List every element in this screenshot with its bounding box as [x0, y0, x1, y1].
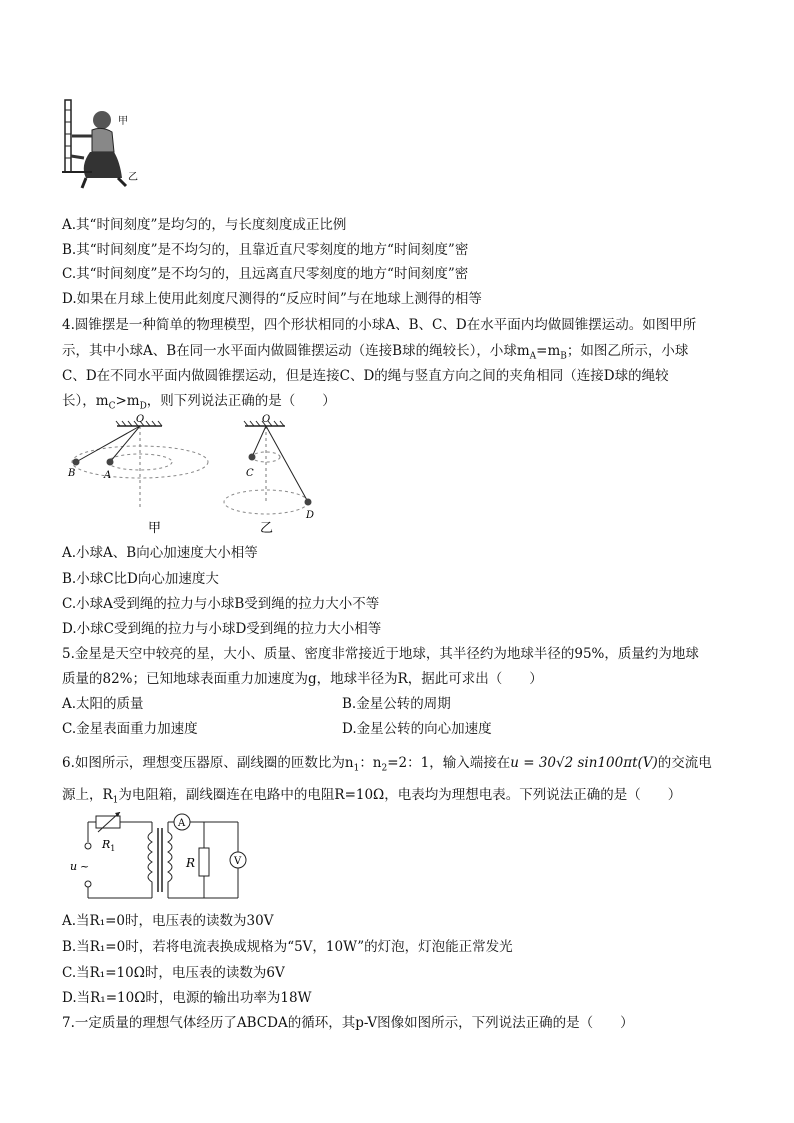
q6-formula: u = 30√2 sin100πt(V) — [510, 755, 658, 771]
q4-stem-line1: 4.圆锥摆是一种简单的物理模型，四个形状相同的小球A、B、C、D在水平面内均做圆锥摆运动。如图甲所 — [62, 317, 697, 333]
q5-option-c: C.金星表面重力加速度 — [62, 721, 198, 737]
transformer-circuit-figure — [62, 812, 272, 908]
q6-stem-line1: 6.如图所示，理想变压器原、副线圈的匝数比为$n_1$：$n_2=2$：1，输入端接在u = 30√2 sin100πt(V)的交流电 — [62, 755, 712, 774]
label-a: A — [104, 470, 112, 481]
label-d: D — [306, 510, 315, 521]
q3-option-a: A.其“时间刻度”是均匀的，与长度刻度成正比例 — [62, 217, 347, 233]
q4-option-d: D.小球C受到绳的拉力与小球D受到绳的拉力大小相等 — [62, 621, 382, 637]
label-b: B — [68, 468, 76, 479]
voltmeter-label: V — [234, 856, 242, 867]
q5-stem-line1: 5.金星是天空中较亮的星，大小、质量、密度非常接近于地球，其半径约为地球半径的95%，质量约为地球 — [62, 646, 699, 662]
q5-stem-line2: 质量的82%；已知地球表面重力加速度为g，地球半径为R，据此可求出（ ） — [62, 671, 543, 687]
q4-option-b: B.小球C比D向心加速度大 — [62, 571, 219, 587]
label-c: C — [246, 468, 254, 479]
q3-option-c: C.其“时间刻度”是不均匀的，且远离直尺零刻度的地方“时间刻度”密 — [62, 266, 469, 282]
q4-stem-line3: C、D在不同水平面内做圆锥摆运动，但是连接C、D的绳与竖直方向之间的夹角相同（连接D球的绳较 — [62, 368, 669, 384]
label-o1: O — [136, 414, 145, 425]
q4-option-c: C.小球A受到绳的拉力与小球B受到绳的拉力大小不等 — [62, 596, 380, 612]
label-r: R — [186, 856, 196, 870]
label-tilde: ~ — [80, 860, 90, 873]
q5-option-d: D.金星公转的向心加速度 — [342, 721, 492, 737]
label-jia-fig: 甲 — [148, 521, 162, 536]
label-yi: 乙 — [128, 172, 138, 183]
q5-option-b: B.金星公转的周期 — [342, 696, 451, 712]
label-jia: 甲 — [118, 116, 128, 127]
label-u: u — [70, 860, 78, 873]
q6-stem-line2: 源上，$R_1$为电阻箱，副线圈连在电路中的电阻R=10Ω，电表均为理想电表。下列说法正确的是（ ） — [62, 787, 682, 806]
q6-option-a: A.当R₁=0时，电压表的读数为30V — [62, 913, 274, 929]
label-yi-fig: 乙 — [260, 521, 274, 536]
conical-pendulum-figure — [62, 414, 342, 540]
ruler-reaction-figure — [62, 96, 142, 192]
q4-stem-line4: 长），$m_C>m_D$，则下列说法正确的是（ ） — [62, 393, 336, 412]
q6-option-c: C.当R₁=10Ω时，电压表的读数为6V — [62, 965, 285, 981]
q6-option-d: D.当R₁=10Ω时，电源的输出功率为18W — [62, 990, 312, 1006]
ammeter-label: A — [178, 818, 186, 829]
q3-option-b: B.其“时间刻度”是不均匀的，且靠近直尺零刻度的地方“时间刻度”密 — [62, 242, 469, 258]
label-r1: $R_1$ — [102, 838, 116, 853]
label-o2: O — [262, 414, 271, 425]
q6-option-b: B.当R₁=0时，若将电流表换成规格为“5V，10W”的灯泡，灯泡能正常发光 — [62, 939, 513, 955]
q7-stem-line1: 7.一定质量的理想气体经历了ABCDA的循环，其p-V图像如图所示，下列说法正确的是（ ） — [62, 1015, 634, 1031]
q5-option-a: A.太阳的质量 — [62, 696, 144, 712]
q4-stem-line2: 示，其中小球A、B在同一水平面内做圆锥摆运动（连接B球的绳较长），小球$m_A=m_B$；如图乙所示，小球 — [62, 343, 689, 362]
q3-option-d: D.如果在月球上使用此刻度尺测得的“反应时间”与在地球上测得的相等 — [62, 291, 482, 307]
q4-option-a: A.小球A、B向心加速度大小相等 — [62, 545, 258, 561]
